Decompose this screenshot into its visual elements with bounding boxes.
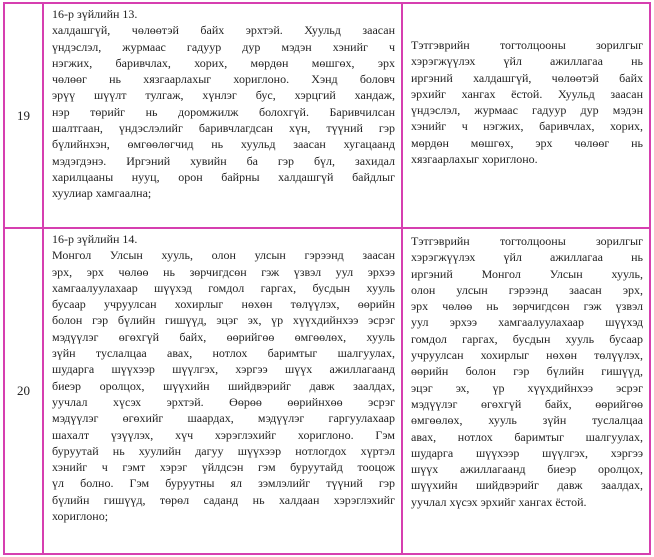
text-line: хамгаалуулахаар шүүхэд гомдол гаргах, бусдын хууль — [52, 280, 395, 295]
law-text-cell — [46, 229, 403, 553]
row-number-text: 19 — [17, 107, 30, 123]
text-line: хэрэгжүүлэх үйл ажиллагаа нь — [411, 54, 643, 69]
text-line: шүүх ажиллагаанд биеэр оролцох, — [411, 462, 643, 477]
text-line: Тэтгэврийн тогтолцооны зорилгыг — [411, 234, 643, 248]
text-line: үл болно. Гэм буруутны ял зэмлэлийг түүний гэр — [52, 476, 395, 491]
text-line: бусаар учруулсан хохирлыг нөхөн төлүүлэх, өөрийн — [52, 297, 395, 312]
text-line: Монгол Улсын хууль, олон улсын гэрээнд заасан — [52, 248, 395, 263]
text-line: эрх, эрх чөлөө нь зөрчигдсөн гэж үзвэл уул эрхээ — [52, 264, 395, 279]
text-line: мөрдөн мөшгөх, эрх чөлөөг нь — [411, 135, 643, 150]
text-line: шүүхийн шийдвэрийг давж заалдах, — [411, 478, 643, 493]
text-line: хэнийг ч нэгжих, баривчлах, хорих, — [411, 119, 643, 134]
pension-text-cell — [405, 4, 649, 227]
comparison-table — [3, 2, 651, 555]
text-line: үндэслэл, журмаас гадуур дур мэдэн хэнийг ч — [52, 39, 395, 54]
pension-text-cell — [405, 229, 649, 553]
text-line: үндэслэл, журмаас гадуур дур мэдэн — [411, 103, 643, 118]
cell-spacer — [411, 6, 643, 37]
text-line: шударга шүүхээр шүүлгэх, хэргээ — [411, 445, 643, 460]
text-line: эцэг эх, үр хүүхдийнхээ эсрэг — [411, 380, 643, 395]
text-line: нэгжих, баривчлах, хорих, мөрдөн мөшгөх, эрх — [52, 55, 395, 70]
law-text-cell — [46, 4, 403, 227]
text-line: хориглоно; — [52, 509, 109, 524]
text-line: нэр төрийг нь доромжилж болохгүй. Баривчилсан — [52, 104, 395, 119]
text-line: эрх чөлөө нь зөрчигдсөн гэж үзвэл — [411, 299, 643, 314]
text-line: хуулиар хамгаална; — [52, 186, 152, 201]
text-line: өөрийн болон гэр бүлийн гишүүд, — [411, 364, 643, 379]
text-line: зүйн туслалцаа авах, нотлох баримтыг шалгуулах, — [52, 346, 395, 361]
text-line: халдашгүй, чөлөөтэй байх эрхтэй. Хуульд заасан — [52, 23, 395, 38]
text-line: мэдүүлэг өгөхгүй байх, өөрийгөө — [411, 396, 643, 411]
text-line: олон улсын гэрээнд заасан эрх, — [411, 282, 643, 297]
article-heading: 16-р зүйлийн 13. — [52, 7, 138, 21]
text-line: шахалт үзүүлэх, хүч хэрэглэхийг хориглоно. Гэм — [52, 427, 395, 442]
text-line: иргэний халдашгүй, чөлөөтэй байх — [411, 70, 643, 85]
text-line: авах, нотлох баримтыг шалгуулах, — [411, 429, 643, 444]
text-line: уучлал хүсэх эрхтэй. Өөрөө өөрийнхөө эсрэг — [52, 394, 395, 409]
text-line: буруутай нь хуулийн дагуу шүүхээр нотлогдох хүртэл — [52, 443, 395, 458]
text-line: хэрэгжүүлэх үйл ажиллагаа нь — [411, 250, 643, 265]
text-line: эрүү шүүлт тулгаж, хүнлэг бус, хэрцгий хандаж, — [52, 88, 395, 103]
text-line: мэдэгдэнэ. Иргэний хувийн ба гэр бүл, захидал — [52, 153, 395, 168]
row-number — [5, 229, 44, 553]
table-row — [5, 4, 649, 229]
text-line: чөлөөг нь хязгаарлахыг хориглоно. Хэнд боловч — [52, 72, 395, 87]
text-line: иргэний Монгол Улсын хууль, — [411, 266, 643, 281]
text-line: эрхийг хангах ёстой. Хуульд заасан — [411, 86, 643, 101]
article-heading: 16-р зүйлийн 14. — [52, 232, 138, 246]
row-number-text: 20 — [17, 383, 30, 398]
text-line: хязгаарлахыг хориглоно. — [411, 152, 538, 167]
text-line: хэнийг ч гэмт хэрэг үйлдсэн гэм буруутайд тооцож — [52, 460, 395, 475]
text-line: биеэр оролцох, шүүхийн шийдвэрийг давж заалдах, — [52, 378, 395, 393]
text-line: болон гэр бүлийн гишүүд, эцэг эх, үр хүүхдийнхээ эсрэг — [52, 313, 395, 328]
text-line: уучлал хүсэх эрхийг хангах ёстой. — [411, 494, 587, 509]
table-row — [5, 229, 649, 553]
text-line: шалтгаан, үндэслэлийг баривчлагдсан хүн, түүний гэр — [52, 121, 395, 136]
row-number — [5, 4, 44, 227]
text-line: харилцааны нууц, орон байрны халдашгүй байдлыг — [52, 169, 395, 184]
text-line: Тэтгэврийн тогтолцооны зорилгыг — [411, 38, 643, 52]
text-line: өмгөөлөх, хууль зүйн туслалцаа — [411, 413, 643, 428]
text-line: шударга шүүхээр шүүлгэх, хэргээ шүүх ажиллагаанд — [52, 362, 395, 377]
text-line: учруулсан хохирлыг нөхөн төлүүлэх, — [411, 348, 643, 363]
text-line: бүлийн гишүүд, төрөл саданд нь халдаан хэрэглэхийг — [52, 492, 395, 507]
text-line: бүлийнхэн, өмгөөлөгчид нь хуульд заасан хугацаанд — [52, 137, 395, 152]
text-line: уул эрхээ хамгаалуулахаар шүүхэд — [411, 315, 643, 330]
text-line: мэдүүлэг өгөхгүй байх, өөрийгөө өмгөөлөх, хууль — [52, 329, 395, 344]
text-line: мэдүүлэг өгөхийг шаардах, мэдүүлэг гаргуулахаар — [52, 411, 395, 426]
text-line: гомдол гаргах, бусдын хууль бусаар — [411, 331, 643, 346]
